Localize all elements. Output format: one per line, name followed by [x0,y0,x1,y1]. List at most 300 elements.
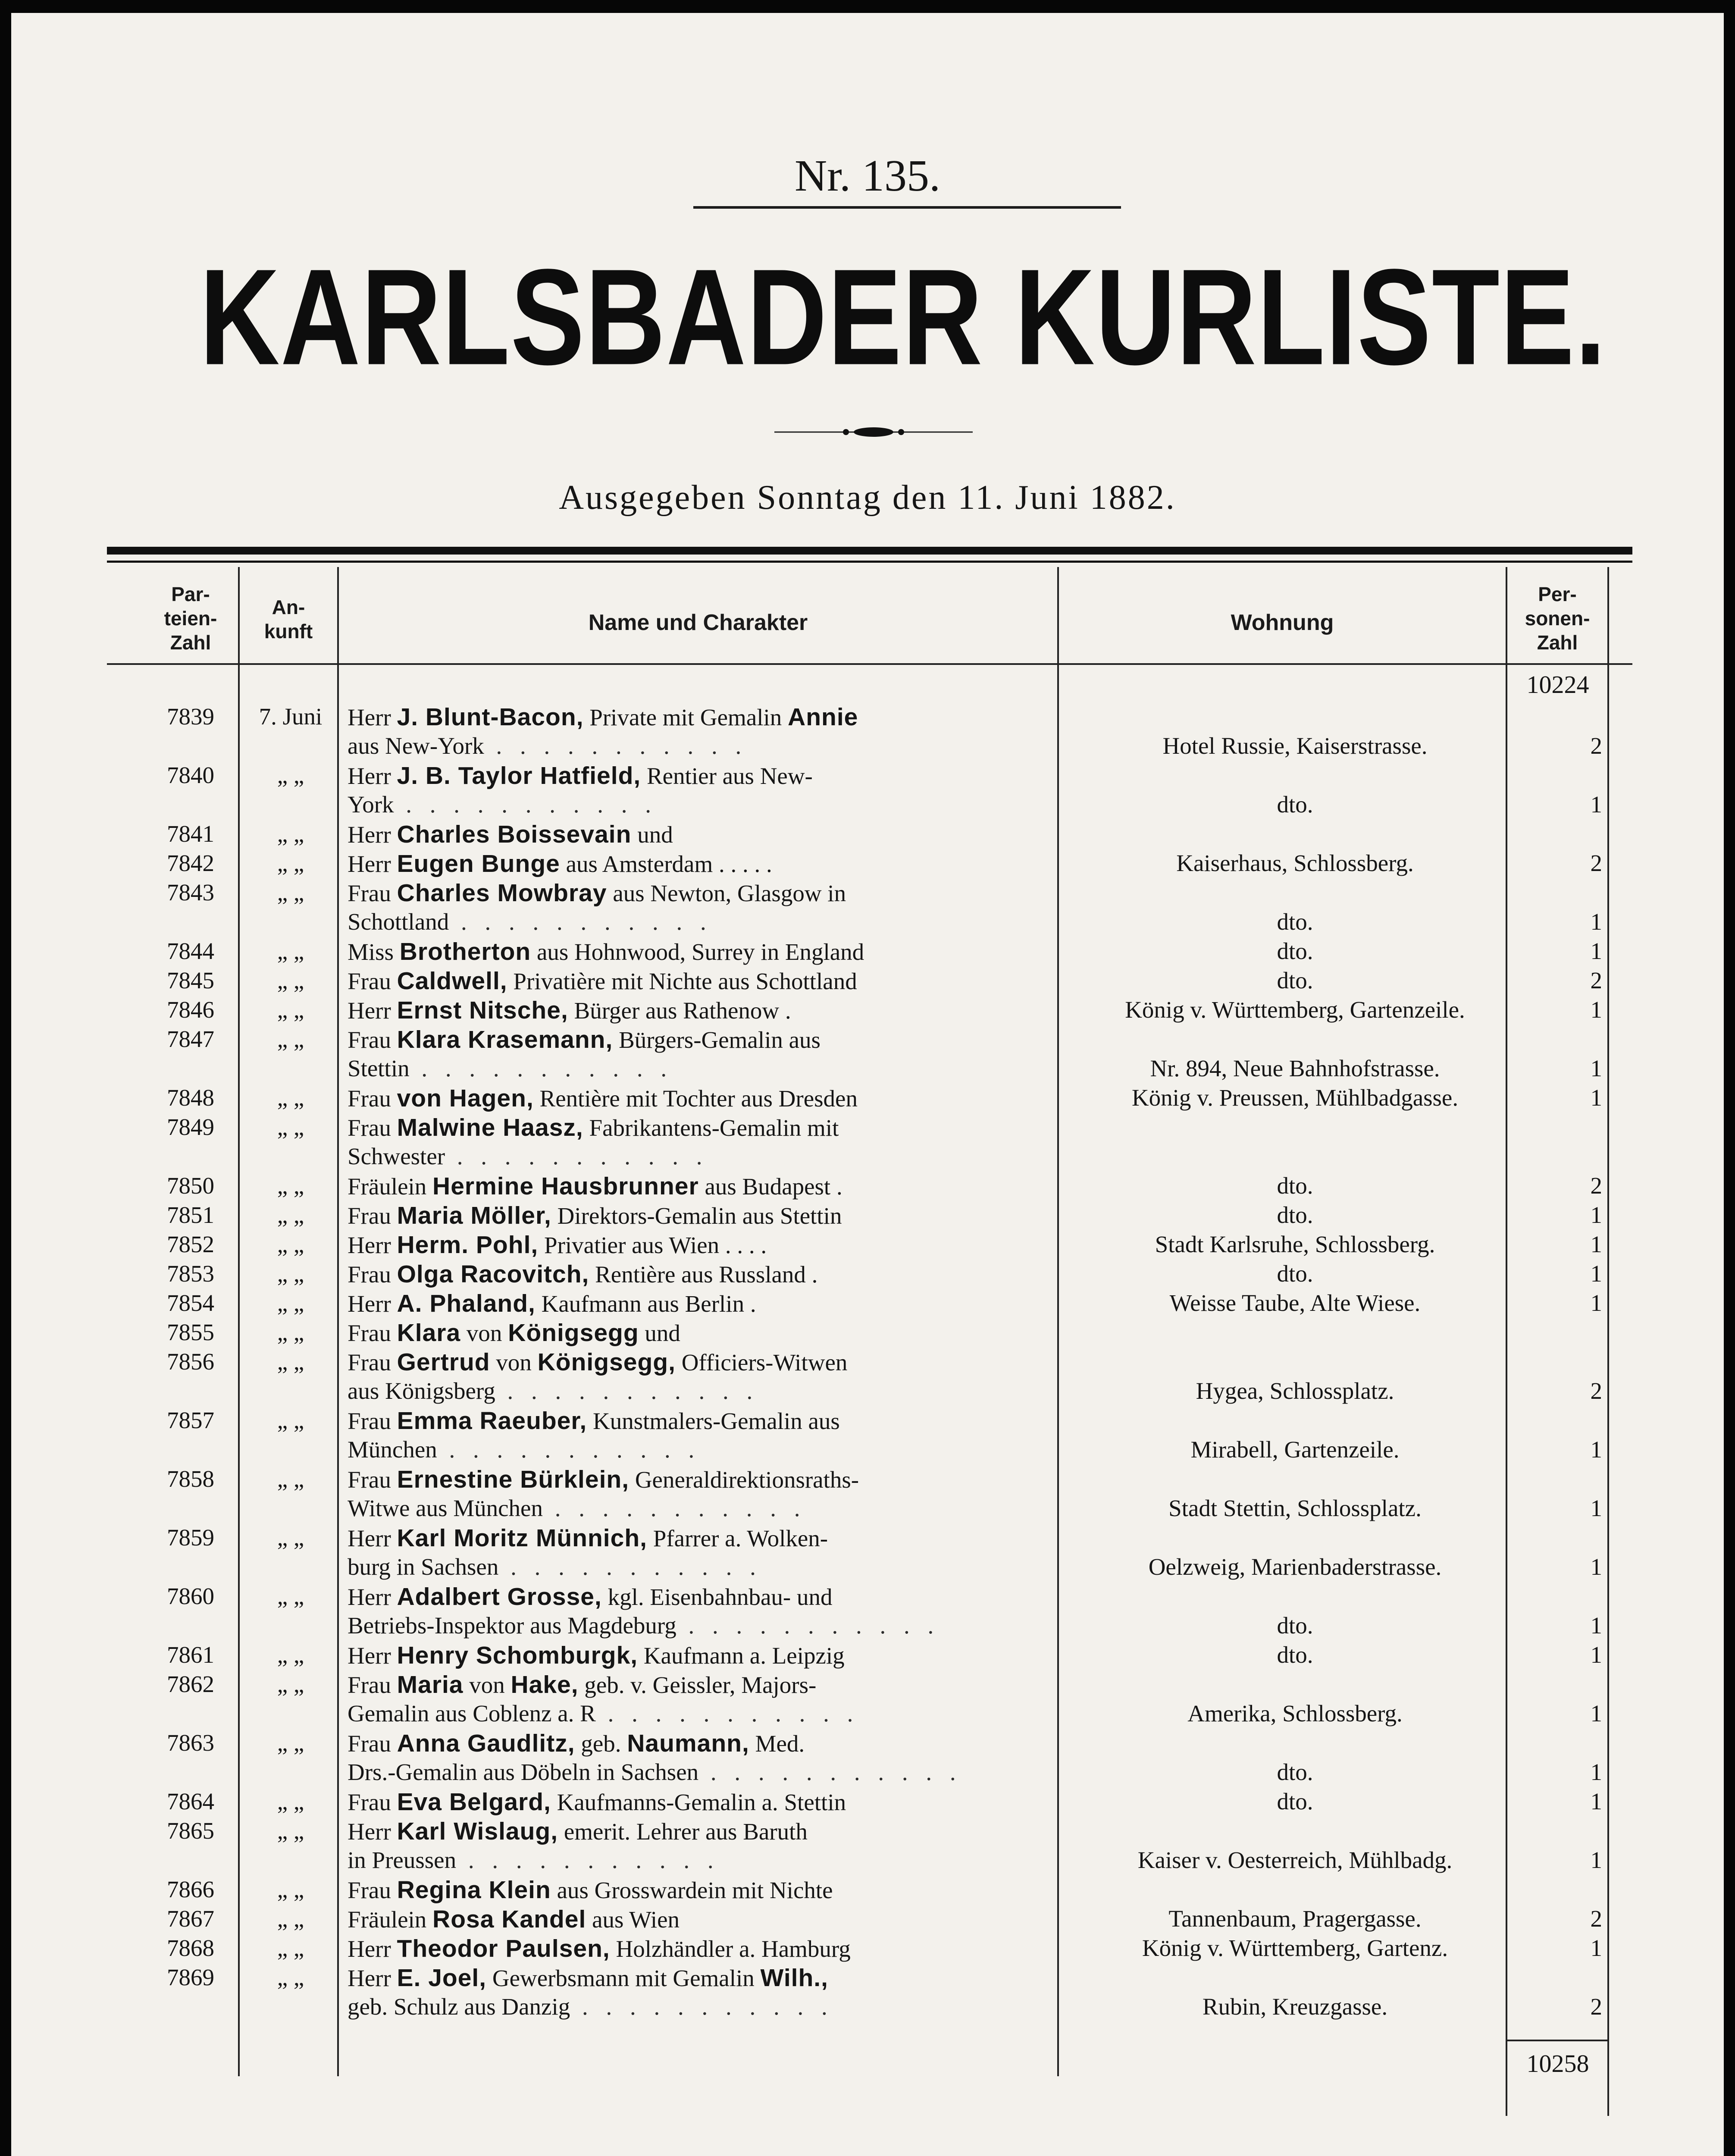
entry-number: 7857 [167,1407,214,1433]
entry-continuation-text: Betriebs-Inspektor aus Magdeburg [348,1612,676,1639]
entry-name-line [348,996,1042,1025]
entry-title: Frau [348,1203,391,1229]
entry-row [11,1876,1724,1905]
entry-arrival: „ „ [277,967,304,993]
col-header-personen [1507,582,1607,655]
leader-dots: . . . . . . . . . . . [542,1495,806,1521]
total-sum: 10258 [1526,2049,1589,2078]
entry-guest-name: Herm. Pohl, [397,1231,539,1259]
entry-residence: dto. [1277,909,1313,935]
entry-residence: König v. Württemberg, Gartenz. [1142,1935,1448,1961]
entry-number: 7854 [167,1290,214,1316]
entry-description: Fabrikantens-Gemalin mit [589,1115,839,1141]
entry-continuation [348,791,1042,818]
entry-description: Rentière mit Tochter aus Dresden [539,1085,858,1112]
entry-guest-name: Ernst Nitsche, [397,997,568,1024]
entry-name-line [348,1729,1042,1758]
entry-guest-name: Malwine Haasz, [397,1114,583,1141]
main-title: KARLSBADER KURLISTE. [199,240,1607,393]
entry-number: 7843 [167,879,214,906]
entry-residence: Stadt Karlsruhe, Schlossberg. [1155,1231,1435,1257]
entry-persons: 2 [1590,733,1602,759]
leader-dots: . . . . . . . . . . . [437,1436,701,1463]
entry-title: Herr [348,821,391,848]
entry-guest-name: Eugen Bunge [397,850,560,877]
entry-continuation [348,1436,1042,1463]
entry-arrival: „ „ [277,1818,304,1844]
entry-arrival: „ „ [277,1114,304,1140]
entry-arrival: „ „ [277,938,304,964]
entry-title: Frau [348,1261,391,1288]
entry-guest-name: Karl Moritz Münnich, [397,1524,647,1552]
entry-guest-name: Eva Belgard, [397,1788,551,1816]
entry-continuation [348,1377,1042,1404]
entry-residence: Amerika, Schlossberg. [1187,1700,1403,1727]
entry-description: aus Budapest . [705,1173,842,1200]
entry-row [11,879,1724,937]
entry-row [11,761,1724,820]
entry-title: Frau [348,968,391,994]
entry-title: Frau [348,1115,391,1141]
entry-arrival: „ „ [277,1964,304,1990]
entry-row [11,1905,1724,1934]
entry-name-line [348,1934,1042,1963]
entry-guest-name: Ernestine Bürklein, [397,1466,629,1493]
entry-continuation-text: aus New-York [348,733,484,759]
entry-guest-name-2: Wilh., [760,1964,828,1992]
issue-number: Nr. 135. [795,151,940,201]
entry-description: Private mit Gemalin [589,704,782,730]
entry-arrival: „ „ [277,1026,304,1052]
entry-arrival: „ „ [277,997,304,1023]
entry-continuation [348,1553,1042,1580]
header-bottom-rule [107,663,1632,665]
entry-continuation-text: Schwester [348,1143,445,1169]
entry-persons: 1 [1590,791,1602,818]
entry-persons: 1 [1590,1759,1602,1785]
entry-row [11,1964,1724,2022]
entry-name-line [348,703,1042,731]
entry-number: 7840 [167,762,214,788]
leader-dots: . . . . . . . . . . . [495,1378,759,1404]
entry-residence: Kaiser v. Oesterreich, Mühlbadg. [1137,1847,1453,1873]
entry-persons: 1 [1590,909,1602,935]
entry-residence: dto. [1277,938,1313,964]
entry-number: 7856 [167,1348,214,1375]
entry-number: 7844 [167,938,214,964]
entry-description: aus Grosswardein mit Nichte [557,1877,833,1903]
entry-title: Frau [348,1027,391,1053]
entry-guest-name: von Hagen, [397,1084,534,1112]
entry-description: aus Hohnwood, Surrey in England [536,939,864,965]
col-header-line: teien- [164,607,217,630]
entry-arrival: „ „ [277,1905,304,1932]
entry-residence: Nr. 894, Neue Bahnhofstrasse. [1150,1055,1440,1081]
entry-persons: 2 [1590,1905,1602,1932]
entry-continuation [348,1055,1042,1082]
entry-name-line [348,1319,1042,1347]
entry-name-line [348,849,1042,878]
entry-name-line [348,1172,1042,1200]
entry-number: 7841 [167,821,214,847]
header-rule-thick [107,547,1632,555]
entry-number: 7859 [167,1524,214,1551]
leader-dots: . . . . . . . . . . . [570,1993,833,2020]
entry-title: Herr [348,1642,391,1669]
entry-residence: Oelzweig, Marienbaderstrasse. [1148,1554,1442,1580]
leader-dots: . . . . . . . . . . . [449,909,712,935]
entry-continuation [348,1495,1042,1522]
issue-underline [693,206,1121,209]
entry-description: von [496,1349,532,1376]
entry-description-2: Med. [755,1730,805,1757]
total-carried-forward: 10224 [1526,671,1589,699]
entry-guest-name-2: Annie [788,703,858,731]
entry-guest-name: Gertrud [397,1348,490,1376]
entry-number: 7853 [167,1260,214,1287]
entry-continuation-text: geb. Schulz aus Danzig [348,1993,570,2020]
entry-title: Herr [348,1291,391,1317]
entry-number: 7867 [167,1905,214,1932]
entry-persons: 1 [1590,1084,1602,1111]
entry-description: geb. [581,1730,621,1757]
entry-row [11,1641,1724,1670]
issue-date: Ausgegeben Sonntag den 11. Juni 1882. [559,479,1176,517]
entry-guest-name: Brotherton [399,938,531,965]
entry-residence: dto. [1277,967,1313,993]
entry-persons: 1 [1590,1642,1602,1668]
kurliste-page [11,13,1724,2156]
entry-description: Kaufmanns-Gemalin a. Stettin [557,1789,846,1815]
entry-arrival: „ „ [277,1730,304,1756]
leader-dots: . . . . . . . . . . . [595,1700,859,1727]
entry-number: 7860 [167,1583,214,1609]
leader-dots: . . . . . . . . . . . [409,1055,673,1081]
entry-guest-name: Regina Klein [397,1876,551,1904]
entry-arrival: „ „ [277,1290,304,1316]
col-header-line: kunft [264,620,313,642]
entry-description-2: und [645,1320,680,1346]
entry-name-line [348,1260,1042,1288]
header-rule-thin [107,561,1632,563]
entry-guest-name: J. B. Taylor Hatfield, [397,762,641,790]
entry-description: Kaufmann aus Berlin . [541,1291,756,1317]
leader-dots: . . . . . . . . . . . [698,1759,962,1785]
entry-residence: dto. [1277,1202,1313,1228]
entry-persons: 1 [1590,1495,1602,1521]
entry-persons: 1 [1590,938,1602,964]
entry-residence: König v. Württemberg, Gartenzeile. [1125,997,1465,1023]
entry-number: 7842 [167,850,214,876]
entry-title: Frau [348,1320,391,1346]
entry-title: Herr [348,1525,391,1551]
entry-name-line [348,820,1042,849]
entry-description: Bürger aus Rathenow . [574,997,791,1024]
entry-guest-name-2: Königsegg, [537,1348,676,1376]
entry-continuation [348,1993,1042,2020]
entry-arrival: „ „ [277,1876,304,1902]
entry-name-line [348,1231,1042,1259]
entry-continuation-text: Witwe aus München [348,1495,543,1521]
entry-name-line [348,937,1042,966]
entry-number: 7855 [167,1319,214,1345]
entry-residence: dto. [1277,1788,1313,1814]
entry-title: Fräulein [348,1173,427,1200]
entry-title: Herr [348,763,391,789]
entry-guest-name-2: Naumann, [627,1730,749,1757]
entry-name-line [348,879,1042,907]
entry-name-line [348,1289,1042,1318]
entry-description: Pfarrer a. Wolken- [653,1525,828,1551]
entry-arrival: „ „ [277,1172,304,1199]
col-header-line: Zahl [1537,631,1578,654]
entry-description: Gewerbsmann mit Gemalin [492,1965,755,1991]
entry-description: aus Wien [592,1906,680,1933]
entry-arrival: „ „ [277,879,304,906]
col-header-line: Par- [171,583,210,605]
entry-arrival: 7. Juni [259,703,323,730]
entry-title: Frau [348,1408,391,1434]
entry-description: Generaldirektionsraths- [635,1467,859,1493]
entry-row [11,1934,1724,1964]
entry-description: Rentière aus Russland . [595,1261,818,1288]
entry-arrival: „ „ [277,1788,304,1814]
entry-persons: 1 [1590,1554,1602,1580]
entry-title: Fräulein [348,1906,427,1933]
entry-number: 7847 [167,1026,214,1052]
entry-number: 7839 [167,703,214,730]
entry-arrival: „ „ [277,1348,304,1375]
entry-name-line [348,1817,1042,1846]
entry-number: 7868 [167,1935,214,1961]
entry-arrival: „ „ [277,821,304,847]
entry-name-line [348,1583,1042,1611]
entry-description: und [637,821,673,848]
entry-persons: 2 [1590,850,1602,876]
entry-guest-name: Emma Raeuber, [397,1407,587,1435]
entry-number: 7863 [167,1730,214,1756]
entry-row [11,1407,1724,1465]
entry-number: 7845 [167,967,214,993]
entry-description: Kaufmann a. Leipzig [643,1642,845,1669]
entry-residence: König v. Preussen, Mühlbadgasse. [1131,1084,1459,1111]
entry-row [11,1201,1724,1231]
entry-number: 7852 [167,1231,214,1257]
col-header-wohnung: Wohnung [1231,610,1334,635]
entry-row [11,1670,1724,1729]
entry-persons: 1 [1590,1231,1602,1257]
entry-name-line [348,967,1042,995]
ornament-divider-icon [774,423,973,441]
entry-description: aus Newton, Glasgow in [613,880,846,906]
entry-arrival: „ „ [277,1084,304,1111]
col-header-ankunft [240,595,337,643]
entry-row [11,937,1724,967]
entry-number: 7850 [167,1172,214,1199]
entry-name-line [348,1348,1042,1376]
entry-number: 7865 [167,1818,214,1844]
entry-arrival: „ „ [277,1935,304,1961]
entry-title: Herr [348,1584,391,1610]
entry-guest-name: Klara [397,1319,461,1347]
entry-arrival: „ „ [277,1319,304,1345]
entry-guest-name: Caldwell, [397,967,507,995]
entry-number: 7862 [167,1671,214,1697]
entry-continuation-text: aus Königsberg [348,1378,495,1404]
entry-title: Frau [348,1085,391,1112]
entry-guest-name: Maria Möller, [397,1202,551,1229]
entry-guest-name: Theodor Paulsen, [397,1935,610,1962]
entry-continuation [348,1143,1042,1170]
entry-number: 7866 [167,1876,214,1902]
entry-title: Herr [348,1232,391,1258]
entry-continuation [348,1758,1042,1786]
entry-guest-name: Hermine Hausbrunner [432,1172,699,1200]
entry-row [11,1025,1724,1084]
entry-guest-name: A. Phaland, [397,1290,536,1317]
entry-title: Frau [348,1877,391,1903]
entry-title: Herr [348,1965,391,1991]
entry-row [11,967,1724,996]
col-header-name: Name und Charakter [588,610,808,635]
entry-residence: Mirabell, Gartenzeile. [1190,1436,1400,1463]
entry-name-line [348,1465,1042,1494]
entry-row [11,820,1724,849]
entry-description: Bürgers-Gemalin aus [619,1027,821,1053]
entry-title: Frau [348,1789,391,1815]
entry-guest-name-2: Königsegg [508,1319,639,1347]
leader-dots: . . . . . . . . . . . [456,1847,720,1873]
entry-description: Kunstmalers-Gemalin aus [593,1408,840,1434]
entry-persons: 1 [1590,1612,1602,1639]
entry-row [11,849,1724,879]
entry-title: Miss [348,939,394,965]
entry-persons: 1 [1590,1290,1602,1316]
entry-name-line [348,761,1042,790]
entry-description: Holzhändler a. Hamburg [616,1936,851,1962]
entry-residence: Hotel Russie, Kaiserstrasse. [1162,733,1428,759]
entry-continuation-text: Drs.-Gemalin aus Döbeln in Sachsen [348,1759,699,1785]
entry-guest-name: Klara Krasemann, [397,1026,613,1053]
entry-row [11,1289,1724,1319]
entry-description: Privatier aus Wien . . . . [544,1232,767,1258]
entry-row [11,1231,1724,1260]
entry-arrival: „ „ [277,1524,304,1551]
entry-name-line [348,1876,1042,1904]
col-header-line: Per- [1538,583,1577,605]
entry-guest-name-2: Hake, [510,1671,579,1698]
entry-residence: Tannenbaum, Pragergasse. [1168,1905,1422,1932]
entry-guest-name: Anna Gaudlitz, [397,1730,575,1757]
entry-arrival: „ „ [277,1260,304,1287]
entry-description: Privatière mit Nichte aus Schottland [513,968,857,994]
entry-continuation-text: München [348,1436,437,1463]
entry-title: Herr [348,1818,391,1845]
entry-number: 7861 [167,1642,214,1668]
entry-guest-name: Maria [397,1671,464,1698]
entry-number: 7858 [167,1466,214,1492]
entry-title: Herr [348,704,391,730]
entry-row [11,703,1724,761]
entry-guest-name: Olga Racovitch, [397,1260,589,1288]
entry-name-line [348,1407,1042,1435]
col-header-line: Zahl [170,631,211,654]
entry-guest-name: E. Joel, [397,1964,487,1992]
entry-name-line [348,1201,1042,1230]
entry-name-line [348,1905,1042,1934]
entry-residence: dto. [1277,1172,1313,1199]
entry-continuation-text: Gemalin aus Coblenz a. R [348,1700,596,1727]
entry-arrival: „ „ [277,762,304,788]
entry-title: Frau [348,1349,391,1376]
entry-name-line [348,1964,1042,1992]
entry-description: kgl. Eisenbahnbau- und [608,1584,833,1610]
leader-dots: . . . . . . . . . . . [445,1143,708,1169]
entry-row [11,1583,1724,1641]
entry-description: von [466,1320,502,1346]
entry-number: 7846 [167,997,214,1023]
col-header-line: An- [272,596,305,618]
entry-persons: 2 [1590,1993,1602,2020]
entry-residence: Weisse Taube, Alte Wiese. [1169,1290,1421,1316]
entry-name-line [348,1670,1042,1699]
entry-description: Rentier aus New- [647,763,813,789]
entry-persons: 1 [1590,1788,1602,1814]
entry-row [11,996,1724,1025]
entry-guest-name: Henry Schomburgk, [397,1642,638,1669]
entry-arrival: „ „ [277,1202,304,1228]
entry-continuation [348,1846,1042,1874]
entry-number: 7848 [167,1084,214,1111]
entry-number: 7864 [167,1788,214,1814]
entry-residence: Hygea, Schlossplatz. [1196,1378,1394,1404]
entry-arrival: „ „ [277,1231,304,1257]
entry-persons: 1 [1590,1202,1602,1228]
entry-arrival: „ „ [277,1466,304,1492]
entry-continuation [348,1612,1042,1639]
entry-description: aus Amsterdam . . . . . [566,851,772,877]
entry-continuation [348,732,1042,759]
entry-guest-name: J. Blunt-Bacon, [397,703,584,731]
entry-persons: 1 [1590,1436,1602,1463]
total-top-rule [1506,2040,1609,2041]
entry-residence: dto. [1277,791,1313,818]
entry-continuation-text: Schottland [348,909,449,935]
leader-dots: . . . . . . . . . . . [676,1612,940,1639]
leader-dots: . . . . . . . . . . . [498,1554,762,1580]
entry-row [11,1524,1724,1583]
entry-persons: 1 [1590,1055,1602,1081]
entry-residence: dto. [1277,1759,1313,1785]
entry-residence: dto. [1277,1260,1313,1287]
entry-arrival: „ „ [277,1407,304,1433]
leader-dots: . . . . . . . . . . . [394,791,658,818]
entry-arrival: „ „ [277,1583,304,1609]
entry-description: von [469,1672,505,1698]
entry-arrival: „ „ [277,850,304,876]
leader-dots: . . . . . . . . . . . [484,733,748,759]
entry-residence: Rubin, Kreuzgasse. [1202,1993,1388,2020]
entry-guest-name: Rosa Kandel [432,1905,586,1933]
entry-residence: Kaiserhaus, Schlossberg. [1176,850,1414,876]
entry-persons: 1 [1590,1260,1602,1287]
entry-row [11,1465,1724,1524]
entry-guest-name: Charles Boissevain [397,821,632,848]
entry-title: Herr [348,1936,391,1962]
entry-number: 7849 [167,1114,214,1140]
entry-title: Frau [348,1730,391,1757]
entry-continuation [348,908,1042,935]
